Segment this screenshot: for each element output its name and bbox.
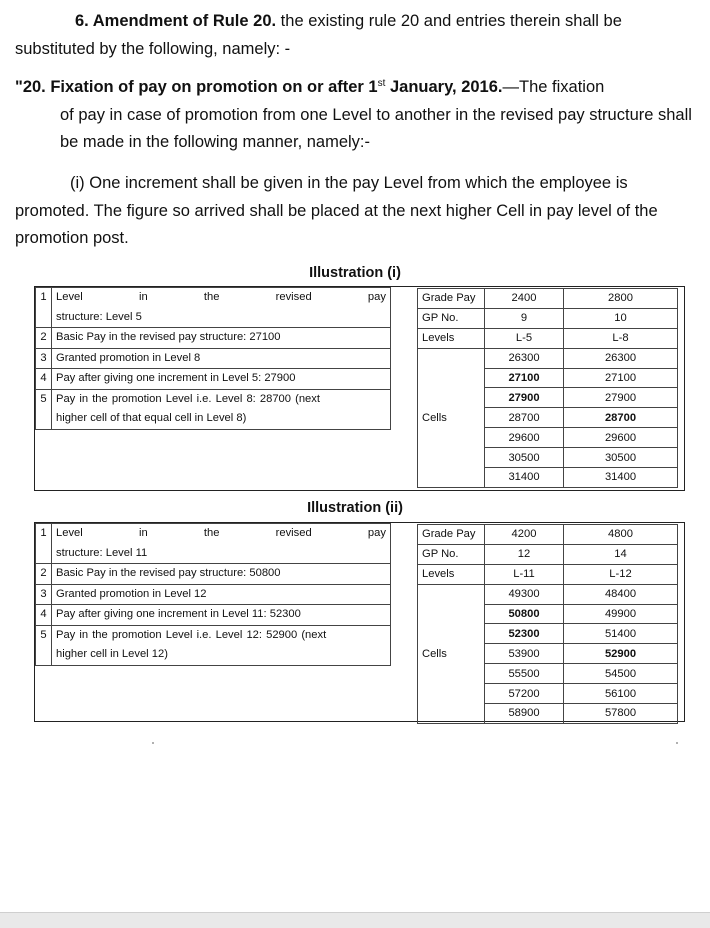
gp-no-row [418, 308, 678, 328]
cells-row [418, 664, 678, 684]
cell-value: 29600 [564, 428, 678, 448]
cell-value: 57800 [564, 704, 678, 724]
cells-row [418, 684, 678, 704]
illustration-1-table [34, 286, 685, 491]
pay-value: 9 [485, 308, 564, 328]
row-description [52, 288, 391, 328]
row-description: Basic Pay in the revised pay structure: 50800 [52, 564, 391, 585]
cells-label: Cells [418, 644, 485, 664]
cell-value: 52300 [485, 624, 564, 644]
cells-label-spacer [418, 624, 485, 644]
cell-value: 29600 [485, 428, 564, 448]
row-description [52, 524, 391, 564]
cell-value: 58900 [485, 704, 564, 724]
description-word: pay [367, 527, 386, 539]
description-line-1 [56, 524, 386, 544]
cell-value: 28700 [564, 408, 678, 428]
row-number: 1 [36, 524, 52, 564]
description-word: Level [56, 527, 83, 539]
cell-value: 57200 [485, 684, 564, 704]
rule-20-heading-b: January, 2016. [385, 78, 503, 96]
cells-row [418, 368, 678, 388]
rule-20-paragraph [15, 74, 695, 157]
pay-value: L-11 [485, 564, 564, 584]
rule-20-heading-a: "20. Fixation of pay on promotion on or after 1 [15, 78, 378, 96]
description-line-2: higher cell in Level 12) [56, 648, 168, 660]
description-row [36, 625, 391, 665]
cells-label: Cells [418, 408, 485, 428]
illustration-2-title: Illustration (ii) [307, 500, 403, 516]
pay-value: L-8 [564, 328, 678, 348]
grade-pay-row [418, 289, 678, 309]
description-line-2: structure: Level 5 [56, 310, 142, 323]
grade-pay-row [418, 525, 678, 545]
cells-label-spacer [418, 704, 485, 724]
cells-row [418, 584, 678, 604]
row-number: 4 [36, 605, 52, 626]
row-description: Granted promotion in Level 12 [52, 584, 391, 605]
bottom-edge [0, 912, 710, 928]
description-word: the [203, 527, 220, 539]
row-number: 3 [36, 348, 52, 369]
description-word: pay [367, 291, 386, 303]
row-description [52, 625, 391, 665]
description-word: revised [275, 527, 312, 539]
pay-value: L-5 [485, 328, 564, 348]
cell-value: 55500 [485, 664, 564, 684]
levels-label: Levels [418, 328, 485, 348]
grade-pay-label: Grade Pay [418, 289, 485, 309]
illustration-1-title: Illustration (i) [309, 265, 401, 281]
description-row [36, 389, 391, 429]
row-number: 3 [36, 584, 52, 605]
cell-value: 27100 [485, 368, 564, 388]
cell-value: 26300 [564, 348, 678, 368]
levels-row [418, 328, 678, 348]
cells-label-spacer [418, 664, 485, 684]
description-word: in [138, 527, 148, 539]
row-description: Granted promotion in Level 8 [52, 348, 391, 369]
illustration-2-table [34, 522, 685, 722]
description-row [36, 288, 391, 328]
grade-pay-label: Grade Pay [418, 525, 485, 545]
cell-value: 53900 [485, 644, 564, 664]
pay-matrix-table [417, 524, 678, 724]
pay-matrix-table [417, 288, 678, 488]
description-table [35, 287, 391, 430]
levels-row [418, 564, 678, 584]
amendment-paragraph [15, 8, 695, 63]
rule-20-superscript: st [377, 78, 386, 89]
description-row [36, 605, 391, 626]
cells-row [418, 624, 678, 644]
pay-value: 4200 [485, 525, 564, 545]
description-row [36, 328, 391, 349]
cell-value: 31400 [485, 468, 564, 488]
cells-label-spacer [418, 584, 485, 604]
description-table [35, 523, 391, 666]
cell-value: 51400 [564, 624, 678, 644]
row-number: 5 [36, 389, 52, 429]
row-number: 5 [36, 625, 52, 665]
cells-row [418, 644, 678, 664]
cell-value: 50800 [485, 604, 564, 624]
levels-label: Levels [418, 564, 485, 584]
cell-value: 27900 [564, 388, 678, 408]
gp-no-row [418, 544, 678, 564]
description-row [36, 584, 391, 605]
description-word: Level [56, 291, 83, 303]
description-row [36, 524, 391, 564]
description-line-1 [56, 288, 386, 308]
cells-label-spacer [418, 368, 485, 388]
cell-value: 54500 [564, 664, 678, 684]
row-number: 2 [36, 564, 52, 585]
cell-value: 31400 [564, 468, 678, 488]
row-description: Pay after giving one increment in Level 11: 52300 [52, 605, 391, 626]
amendment-heading: 6. Amendment of Rule 20. [75, 12, 277, 30]
cells-label-spacer [418, 348, 485, 368]
cells-label-spacer [418, 448, 485, 468]
cells-row [418, 604, 678, 624]
cell-value: 26300 [485, 348, 564, 368]
cell-value: 56100 [564, 684, 678, 704]
row-number: 4 [36, 369, 52, 390]
cells-label-spacer [418, 604, 485, 624]
row-description: Pay after giving one increment in Level 5: 27900 [52, 369, 391, 390]
pay-value: 4800 [564, 525, 678, 545]
scan-speck [676, 742, 678, 744]
cell-value: 30500 [485, 448, 564, 468]
amendment-text: the existing rule 20 and entries therein shall be substituted by the following, namely: - [15, 12, 622, 58]
description-line-1: Pay in the promotion Level i.e. Level 8: 28700 (next [56, 392, 320, 405]
description-word: the [203, 291, 220, 303]
cell-value: 28700 [485, 408, 564, 428]
rule-20-text: of pay in case of promotion from one Level to another in the revised pay structure shall be made in the following manner, namely:- [60, 105, 692, 151]
cells-row [418, 348, 678, 368]
cell-value: 52900 [564, 644, 678, 664]
cells-label-spacer [418, 388, 485, 408]
pay-value: L-12 [564, 564, 678, 584]
row-number: 2 [36, 328, 52, 349]
description-word: revised [275, 291, 312, 303]
gp-no-label: GP No. [418, 308, 485, 328]
pay-value: 14 [564, 544, 678, 564]
cell-value: 49300 [485, 584, 564, 604]
row-description: Basic Pay in the revised pay structure: 27100 [52, 328, 391, 349]
cells-row [418, 468, 678, 488]
pay-value: 12 [485, 544, 564, 564]
cell-value: 48400 [564, 584, 678, 604]
description-word: in [138, 291, 148, 303]
description-line-1: Pay in the promotion Level i.e. Level 12: 52900 (next [56, 628, 327, 641]
cells-row [418, 704, 678, 724]
scan-speck [152, 742, 154, 744]
cells-label-spacer [418, 468, 485, 488]
cell-value: 30500 [564, 448, 678, 468]
cell-value: 27900 [485, 388, 564, 408]
cells-row [418, 408, 678, 428]
rule-20-first-line-rest: —The fixation [502, 78, 605, 96]
pay-value: 2800 [564, 289, 678, 309]
cells-row [418, 428, 678, 448]
cell-value: 27100 [564, 368, 678, 388]
description-row [36, 564, 391, 585]
description-line-2: structure: Level 11 [56, 546, 148, 559]
cell-value: 49900 [564, 604, 678, 624]
row-number: 1 [36, 288, 52, 328]
pay-value: 10 [564, 308, 678, 328]
cells-label-spacer [418, 684, 485, 704]
clause-i-paragraph: (i) One increment shall be given in the pay Level from which the employee is promoted. The figure so arrived shall be placed at the next higher Cell in pay level of the promotion post. [15, 174, 658, 247]
gp-no-label: GP No. [418, 544, 485, 564]
cells-row [418, 448, 678, 468]
row-description [52, 389, 391, 429]
description-row [36, 369, 391, 390]
description-row [36, 348, 391, 369]
cells-row [418, 388, 678, 408]
pay-value: 2400 [485, 289, 564, 309]
description-line-2: higher cell of that equal cell in Level 8) [56, 412, 247, 424]
cells-label-spacer [418, 428, 485, 448]
